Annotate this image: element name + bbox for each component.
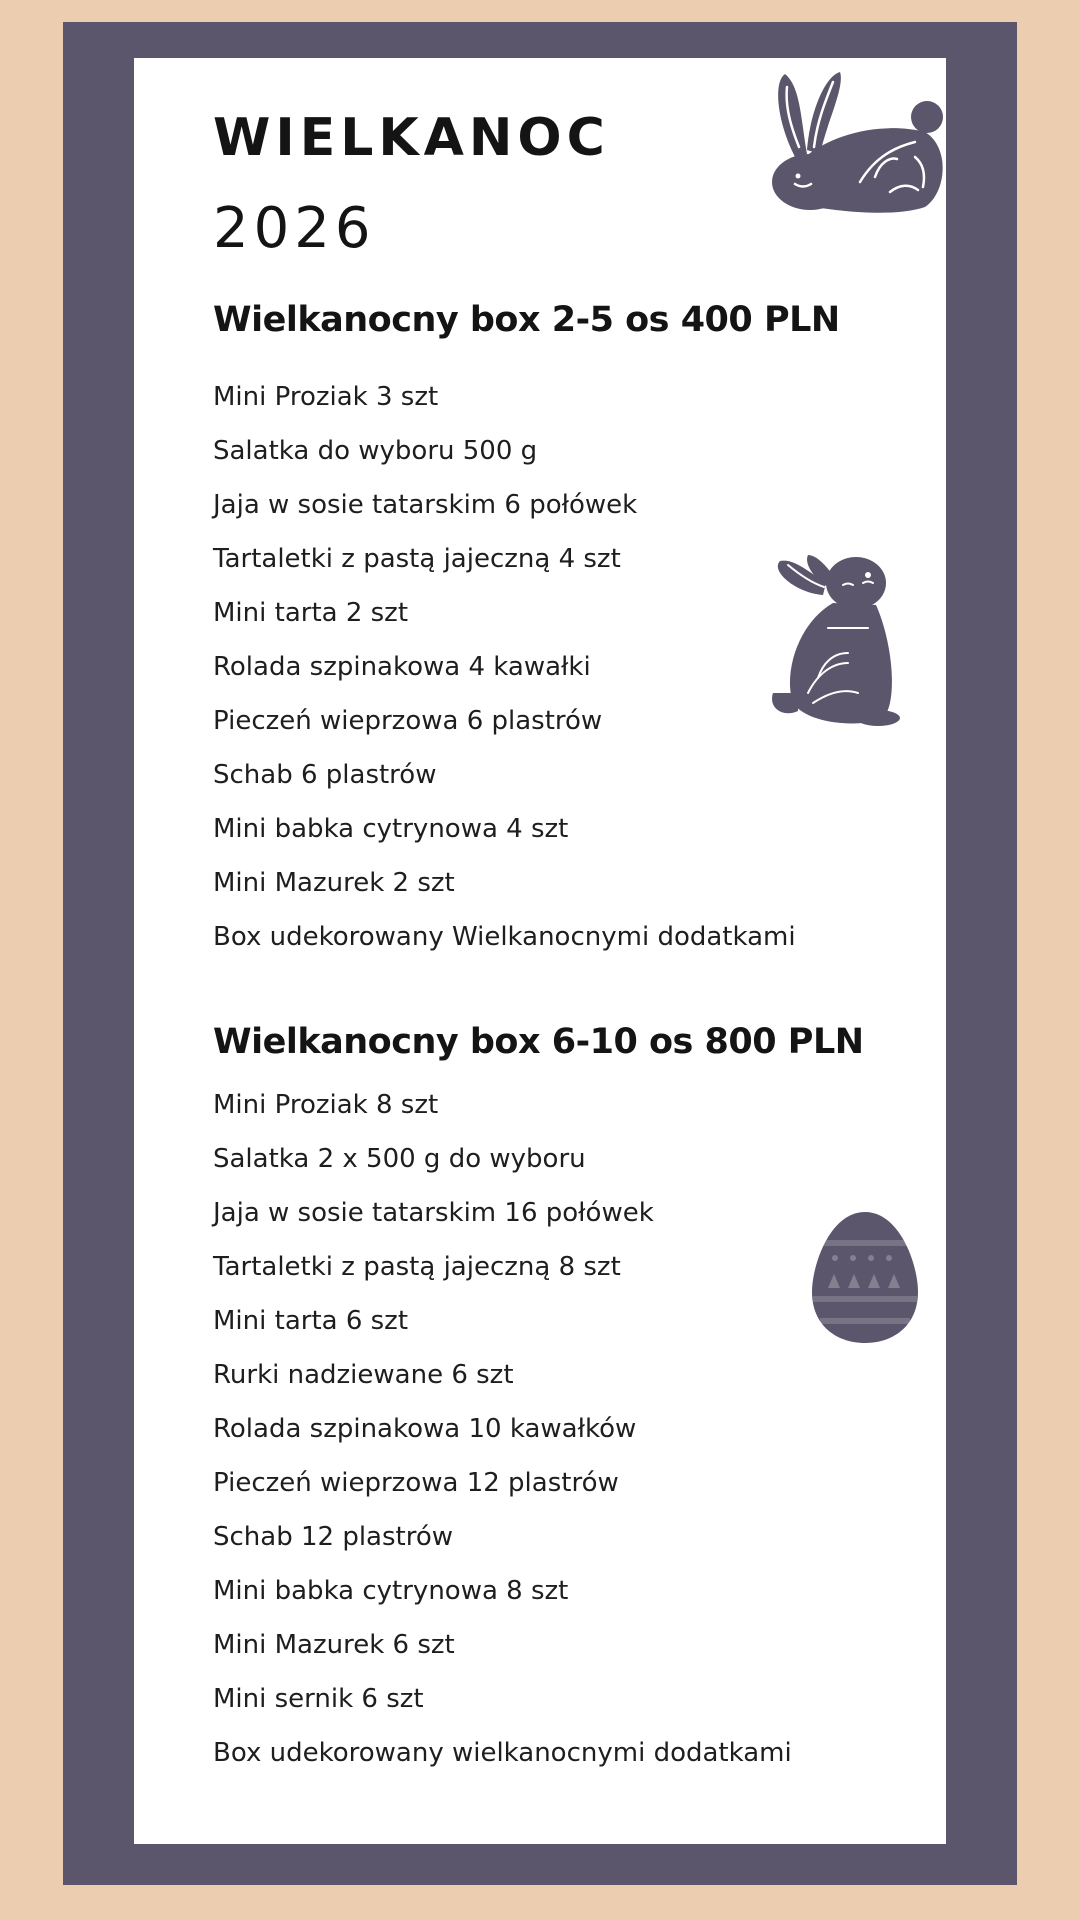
rabbit-lying-icon: [765, 62, 945, 217]
list-item: Mini tarta 2 szt: [213, 598, 409, 628]
list-item: Pieczeń wieprzowa 12 plastrów: [213, 1468, 619, 1498]
list-item: Mini Mazurek 2 szt: [213, 868, 455, 898]
list-item: Box udekorowany wielkanocnymi dodatkami: [213, 1738, 792, 1768]
list-item: Tartaletki z pastą jajeczną 4 szt: [213, 544, 621, 574]
list-item: Rurki nadziewane 6 szt: [213, 1360, 514, 1390]
list-item: Mini babka cytrynowa 4 szt: [213, 814, 569, 844]
list-item: Salatka do wyboru 500 g: [213, 436, 538, 466]
list-item: Mini sernik 6 szt: [213, 1684, 424, 1714]
list-item: Salatka 2 x 500 g do wyboru: [213, 1144, 586, 1174]
list-item: Jaja w sosie tatarskim 6 połówek: [213, 490, 638, 520]
box-large-list: [213, 1078, 792, 1780]
list-item: Pieczeń wieprzowa 6 plastrów: [213, 706, 603, 736]
list-item: Mini tarta 6 szt: [213, 1306, 409, 1336]
page-year: 2026: [213, 196, 376, 261]
box-small-list: [213, 370, 796, 964]
list-item: Mini babka cytrynowa 8 szt: [213, 1576, 569, 1606]
box-large-heading: Wielkanocny box 6-10 os 800 PLN: [213, 1022, 864, 1062]
box-small-heading: Wielkanocny box 2-5 os 400 PLN: [213, 300, 840, 340]
list-item: Tartaletki z pastą jajeczną 8 szt: [213, 1252, 621, 1282]
list-item: Schab 6 plastrów: [213, 760, 437, 790]
list-item: Box udekorowany Wielkanocnymi dodatkami: [213, 922, 796, 952]
list-item: Rolada szpinakowa 10 kawałków: [213, 1414, 637, 1444]
list-item: Mini Proziak 3 szt: [213, 382, 439, 412]
page-title: WIELKANOC: [213, 108, 610, 168]
list-item: Jaja w sosie tatarskim 16 połówek: [213, 1198, 654, 1228]
list-item: Rolada szpinakowa 4 kawałki: [213, 652, 591, 682]
easter-egg-icon: [810, 1210, 920, 1345]
list-item: Schab 12 plastrów: [213, 1522, 454, 1552]
list-item: Mini Mazurek 6 szt: [213, 1630, 455, 1660]
list-item: Mini Proziak 8 szt: [213, 1090, 439, 1120]
